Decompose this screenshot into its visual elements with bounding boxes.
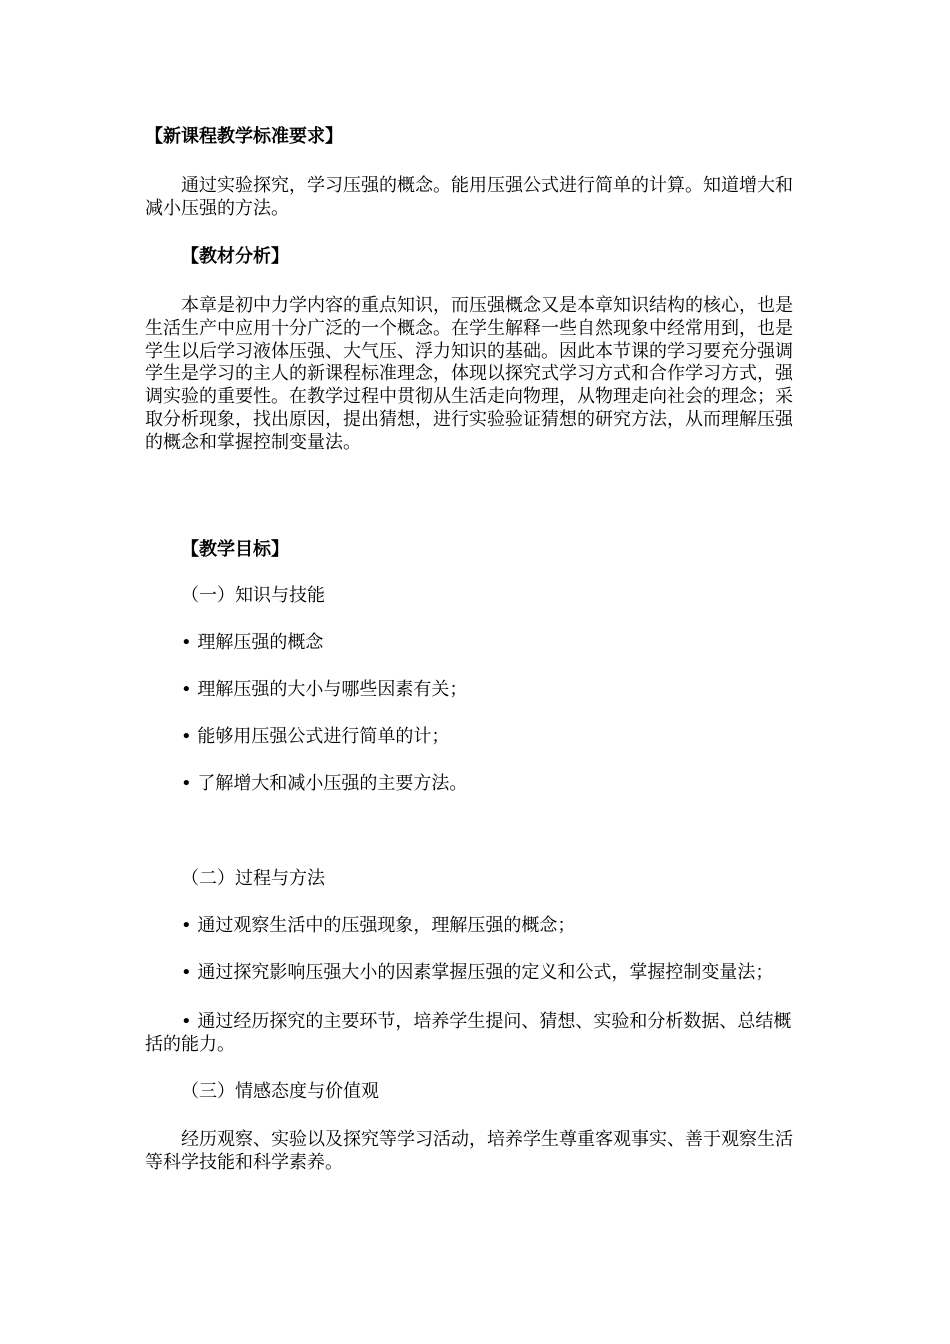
attitude-paragraph: 经历观察、实验以及探究等学习活动，培养学生尊重客观事实、善于观察生活等科学技能和科学素养。 <box>145 1129 793 1173</box>
knowledge-section-label: （一）知识与技能 <box>181 585 325 606</box>
analysis-heading: 【教材分析】 <box>181 246 289 267</box>
list-item: • 理解压强的概念 <box>181 632 324 653</box>
list-item: • 通过经历探究的主要环节，培养学生提问、猜想、实验和分析数据、总结概括的能力。 <box>145 1011 792 1055</box>
list-item: • 理解压强的大小与哪些因素有关； <box>181 679 468 700</box>
standard-paragraph: 通过实验探究，学习压强的概念。能用压强公式进行简单的计算。知道增大和减小压强的方法。 <box>145 175 793 219</box>
list-item: • 了解增大和减小压强的主要方法。 <box>181 773 468 794</box>
attitude-section-label: （三）情感态度与价值观 <box>181 1081 379 1102</box>
list-item: • 通过探究影响压强大小的因素掌握压强的定义和公式，掌握控制变量法； <box>181 962 774 983</box>
analysis-paragraph: 本章是初中力学内容的重点知识，而压强概念又是本章知识结构的核心，也是生活生产中应用十分广泛的一个概念。在学生解释一些自然现象中经常用到，也是学生以后学习液体压强、大气压、浮力知识的基础。因此本节课的学习要充分强调学生是学习的主人的新课程标准理念，体现以探究式学习方式和合作学习方式，强调实验的重要性。在教学过程中贯彻从生活走向物理，从物理走向社会的理念；采取分析现象，找出原因，提出猜想，进行实验验证猜想的研究方法，从而理解压强的概念和掌握控制变量法。 <box>145 295 793 453</box>
list-item: • 通过观察生活中的压强现象，理解压强的概念； <box>181 915 576 936</box>
list-item: • 能够用压强公式进行简单的计； <box>181 726 450 747</box>
standard-heading: 【新课程教学标准要求】 <box>145 126 343 147</box>
goals-heading: 【教学目标】 <box>181 539 289 560</box>
process-section-label: （二）过程与方法 <box>181 868 325 889</box>
